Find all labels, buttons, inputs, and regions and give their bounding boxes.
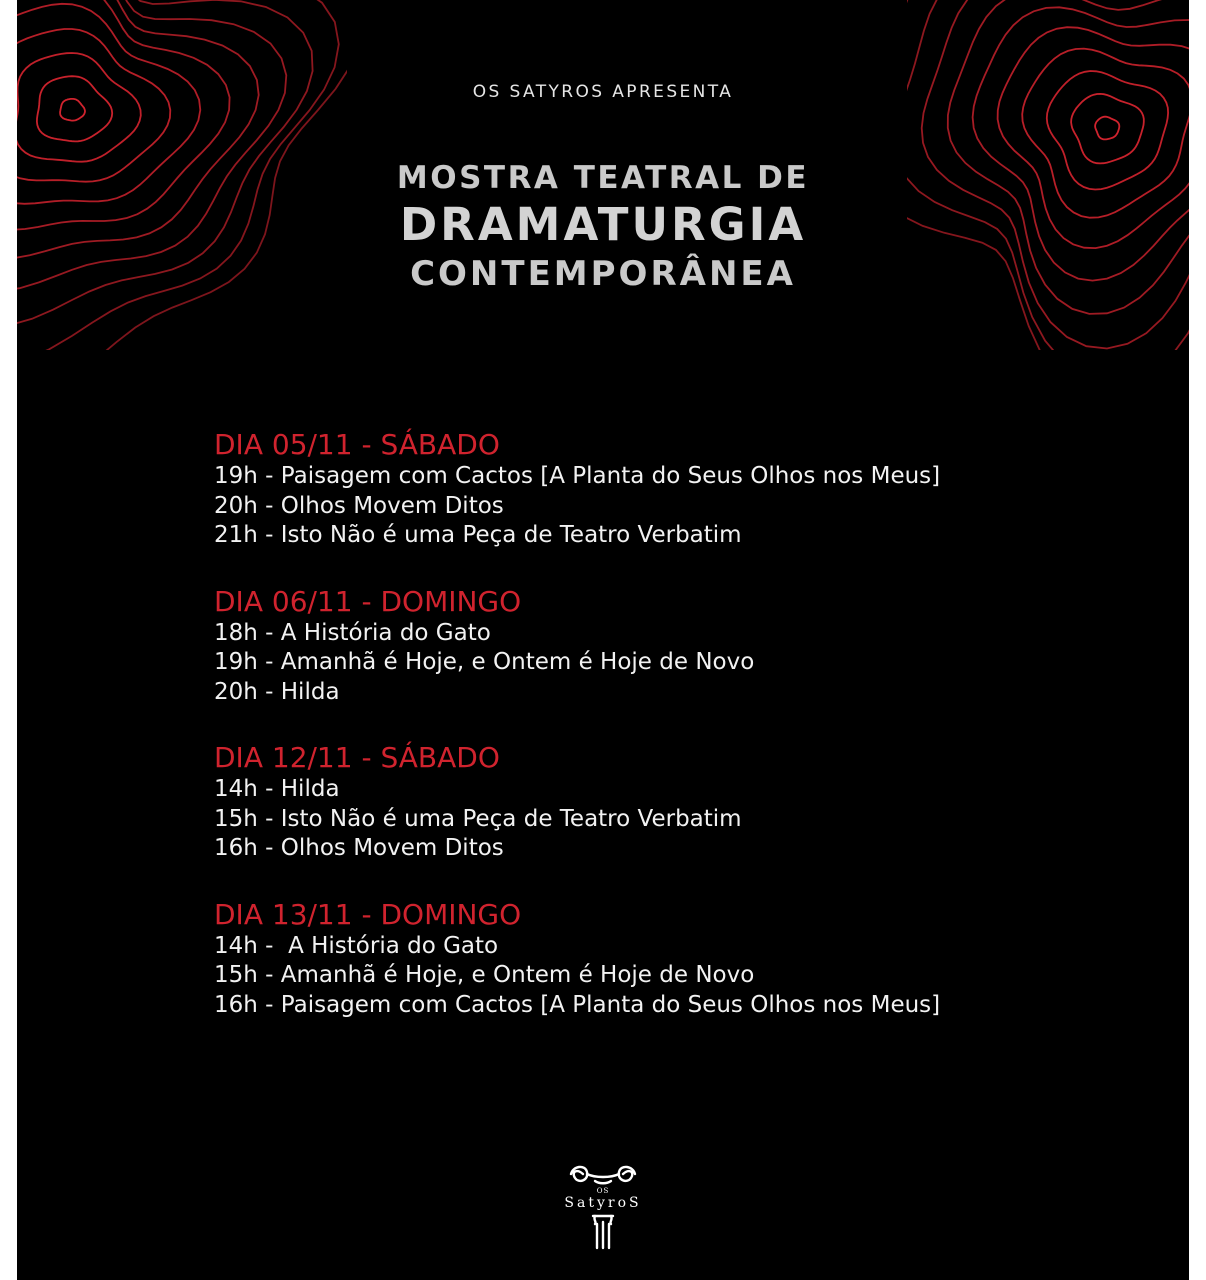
session-item: 14h - A História do Gato [214, 932, 499, 959]
session-item: 20h - Olhos Movem Ditos [214, 492, 504, 519]
event-poster [17, 0, 1189, 1280]
session-item: 18h - A História do Gato [214, 619, 491, 646]
contour-line [17, 53, 141, 162]
session-item: 16h - Olhos Movem Ditos [214, 835, 504, 861]
title-line-1: MOSTRA TEATRAL DE [396, 160, 810, 196]
logo-small-text: OS [596, 1187, 610, 1195]
session-item: 15h - Isto Não é uma Peça de Teatro Verbatim [214, 805, 742, 832]
session-item: 14h - Hilda [214, 776, 340, 802]
contour-line [1071, 94, 1144, 163]
page-title [17, 158, 1189, 296]
schedule [214, 428, 1114, 1054]
contour-line [60, 99, 85, 121]
day-heading: DIA 06/11 - DOMINGO [214, 584, 522, 618]
session-item: 19h - Paisagem com Cactos [A Planta do Seus Olhos nos Meus] [214, 463, 941, 489]
session-item: 20h - Hilda [214, 678, 340, 705]
session-item: 21h - Isto Não é uma Peça de Teatro Verbatim [214, 522, 742, 548]
day-heading: DIA 13/11 - DOMINGO [214, 897, 522, 931]
session-item: 15h - Amanhã é Hoje, e Ontem é Hoje de Novo [214, 962, 755, 988]
logo-name: SatyroS [564, 1195, 642, 1211]
schedule-day [214, 428, 1114, 551]
schedule-day [214, 741, 1114, 864]
satyros-logo [543, 1158, 663, 1252]
schedule-day [214, 898, 1114, 1021]
day-heading: DIA 05/11 - SÁBADO [214, 428, 500, 461]
schedule-day [214, 585, 1114, 708]
session-item: 19h - Amanhã é Hoje, e Ontem é Hoje de Novo [214, 649, 755, 675]
title-line-2: DRAMATURGIA [399, 198, 807, 251]
title-line-3: CONTEMPORÂNEA [410, 254, 796, 294]
day-heading: DIA 12/11 - SÁBADO [214, 741, 500, 774]
presenter-label: OS SATYROS APRESENTA [472, 82, 734, 102]
contour-line [1095, 117, 1119, 140]
session-item: 16h - Paisagem com Cactos [A Planta do Seus Olhos nos Meus] [214, 991, 941, 1018]
